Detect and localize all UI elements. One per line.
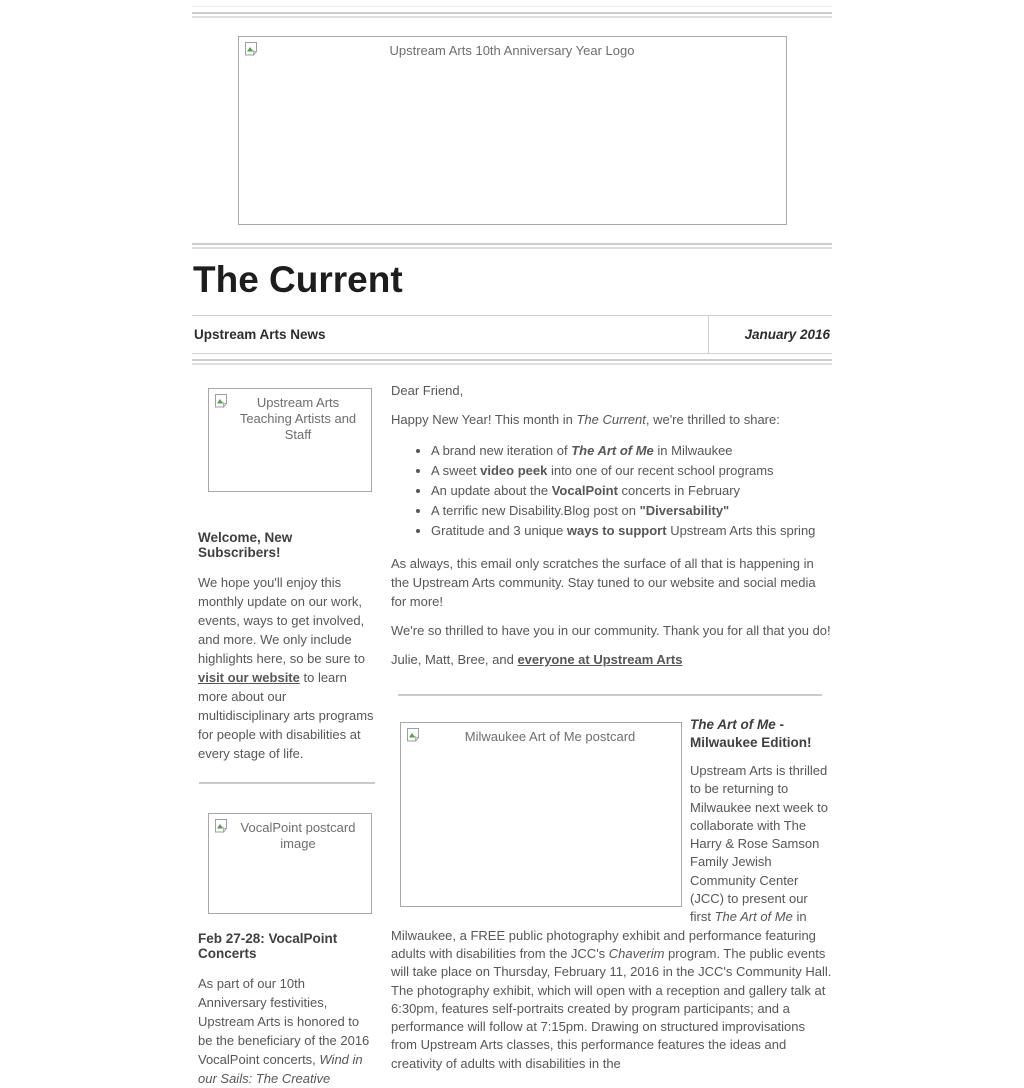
section-divider [398, 694, 822, 696]
art-of-me-heading-sep: - [775, 717, 784, 732]
milwaukee-postcard-alt-text: Milwaukee Art of Me postcard [464, 729, 636, 744]
highlight-video-peek: video peek [480, 463, 548, 478]
newsletter-page [192, 0, 832, 1088]
highlight-diversability: "Diversability" [639, 503, 730, 518]
highlight-ways-to-support: ways to support [566, 523, 667, 538]
list-item: • A sweet video peek into one of our recent school programs [431, 461, 832, 481]
newsletter-name-italic: The Current [576, 412, 646, 427]
welcome-text-post: to learn more about our multidisciplinary arts programs for people with disabilities at every stage of life. [198, 670, 374, 761]
welcome-paragraph [198, 573, 376, 763]
broken-image-icon [244, 41, 260, 57]
everyone-at-upstream-arts-link[interactable]: everyone at Upstream Arts [517, 652, 683, 667]
news-bar-issue-date: January 2016 [708, 316, 832, 353]
highlights-list [391, 441, 832, 541]
highlight-vocalpoint: VocalPoint [551, 483, 618, 498]
vocalpoint-postcard-alt-text: VocalPoint postcard image [240, 820, 356, 851]
masthead-rule-light [192, 247, 832, 249]
main-column [391, 379, 832, 1088]
greeting-line: Dear Friend, [391, 383, 464, 398]
vocalpoint-paragraph [198, 974, 376, 1088]
news-bar [192, 315, 832, 354]
thanks-paragraph: We're so thrilled to have you in our community. Thank you for all that you do! [391, 623, 831, 638]
teaching-artists-alt-text: Upstream Arts Teaching Artists and Staff [239, 395, 357, 442]
newsbar-rule-light [192, 363, 832, 365]
sidebar-divider [199, 782, 375, 784]
vocalpoint-postcard-image[interactable] [208, 813, 372, 914]
broken-image-icon [214, 818, 230, 834]
intro-post: , we're thrilled to share: [645, 412, 780, 427]
broken-image-icon [214, 393, 230, 409]
list-item: • A brand new iteration of The Art of Me in Milwaukee [431, 441, 832, 461]
art-of-me-paragraph: Upstream Arts is thrilled to be returning to Milwaukee next week to collaborate with The Harry & Rose Samson Family Jewish Community Center (JCC) to present our first The Art of Me in Milwaukee, a FREE public photography exhibit and performance featuring adults with disabilities from the JCC's Chaverim program. The public events will take place on Thursday, February 11, 2016 in the JCC's Community Hall. The photography exhibit, which will open with a reception and gallery talk at 6:30pm, features self-portraits created by program participants; and a performance will follow at 7:15pm. Drawing on structured improvisations from Upstream Arts classes, this performance features the ideas and creativity of adults with disabilities in the [391, 763, 832, 1071]
sidebar-column [192, 379, 376, 1088]
vocalpoint-concert-title: Wind in our Sails: The Creative [198, 1052, 363, 1086]
anniversary-logo-alt-text: Upstream Arts 10th Anniversary Year Logo [389, 43, 635, 58]
anniversary-logo-image[interactable] [238, 36, 787, 225]
highlight-art-of-me: The Art of Me [571, 443, 654, 458]
news-bar-publication: Upstream Arts News [194, 327, 326, 342]
vocalpoint-heading: Feb 27-28: VocalPoint Concerts [198, 931, 338, 961]
welcome-heading: Welcome, New Subscribers! [198, 530, 293, 560]
broken-image-icon [406, 727, 422, 743]
teaching-artists-image[interactable] [208, 388, 372, 492]
top-rule-light [192, 16, 832, 18]
newsletter-title: The Current [193, 259, 403, 300]
surface-paragraph: As always, this email only scratches the surface of all that is happening in the Upstream Arts community. Stay tuned to our website and social media for more! [391, 556, 816, 609]
art-of-me-heading-title: The Art of Me [690, 717, 776, 732]
chaverim-italic: Chaverim [608, 945, 665, 961]
body-columns [192, 379, 832, 1088]
list-item: • Gratitude and 3 unique ways to support Upstream Arts this spring [431, 521, 832, 541]
milwaukee-postcard-image[interactable] [400, 722, 682, 907]
vocalpoint-text: As part of our 10th Anniversary festivities, Upstream Arts is honored to be the beneficiary of the 2016 VocalPoint concerts, [198, 976, 370, 1067]
welcome-text-pre: We hope you'll enjoy this monthly update on our work, events, ways to get involved, and more. We only include highlights here, so be sure to [198, 575, 365, 666]
art-of-me-heading-edition: Milwaukee Edition! [690, 735, 812, 750]
intro-pre: Happy New Year! This month in [391, 412, 577, 427]
intro-paragraph [391, 410, 832, 429]
art-of-me-section [391, 716, 832, 1073]
signoff-paragraph [391, 650, 832, 669]
list-item: • An update about the VocalPoint concerts in February [431, 481, 832, 501]
visit-our-website-link[interactable]: visit our website [198, 670, 300, 685]
signoff-names: Julie, Matt, Bree, and [391, 652, 518, 667]
art-of-me-title-italic: The Art of Me [714, 909, 793, 925]
list-item: • A terrific new Disability.Blog post on "Diversability" [431, 501, 832, 521]
